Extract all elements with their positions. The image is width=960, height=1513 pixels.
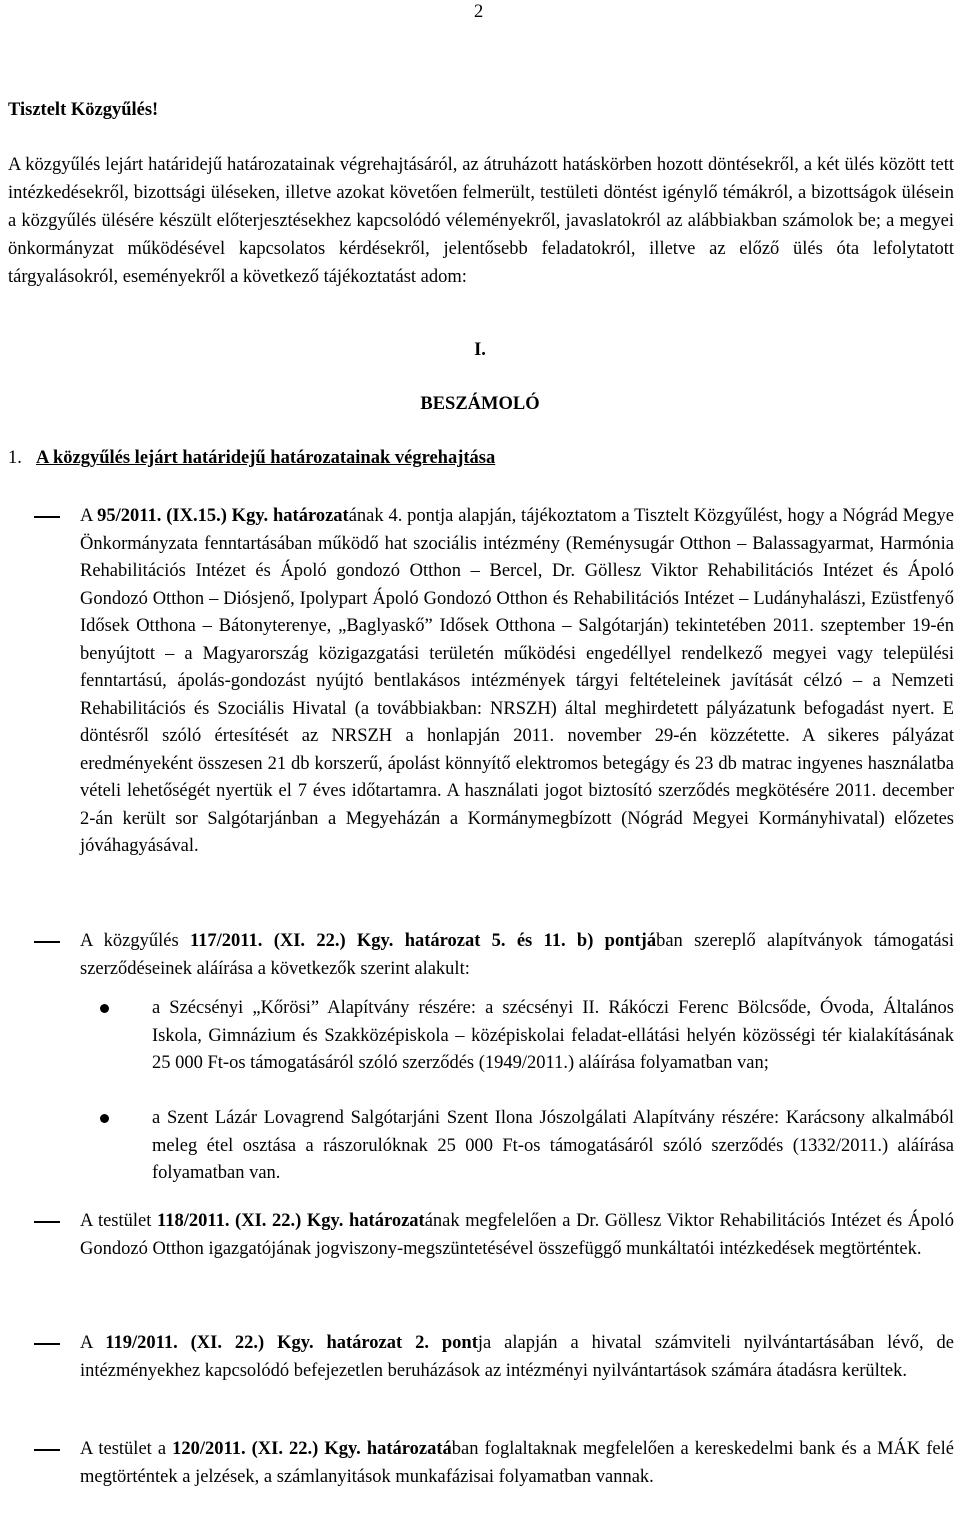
dash-marker xyxy=(34,1343,60,1345)
list-item: a Szent Lázár Lovagrend Salgótarjáni Szent Ilona Jószolgálati Alapítvány részére: Karácsony alkalmából meleg étel osztása a rászorulóknak 25 000 Ft-os támogatásáról szóló szerződés (1332/2011.) aláírása folyamatban van. xyxy=(108,1105,954,1188)
resolution-reference: 95/2011. (IX.15.) Kgy. határozat xyxy=(97,506,349,526)
section-title: A közgyűlés lejárt határidejű határozatainak végrehajtása xyxy=(36,448,496,468)
section-heading xyxy=(8,448,495,469)
dash-item-95-2011: A 95/2011. (IX.15.) Kgy. határozatának 4. pontja alapján, tájékoztatom a Tisztelt Közgyűlést, hogy a Nógrád Megye Önkormányzata fenntartásában működő hat szociális intézmény (Reménysugár Otthon – Balassagyarmat, Harmónia Rehabilitációs Intézet és Ápoló gondozó Otthon – Bercel, Dr. Göllesz Viktor Rehabilitációs Intézet és Ápoló Gondozó Otthon – Diósjenő, Ipolypart Ápoló Gondozó Otthon és Rehabilitációs Intézet – Ludányhalászi, Ezüstfenyő Idősek Otthona – Bátonyterenye, „Baglyaskő” Idősek Otthona – Salgótarján) tekintetében 2011. szeptember 19-én benyújtott – a Magyarország közigazgatási területén működési engedéllyel rendelkező megyei vagy települési fenntartású, ápolás-gondozást nyújtó bentlakásos intézmények tárgyi feltételeinek javítását célzó – a Nemzeti Rehabilitációs és Szociális Hivatal (a továbbiakban: NRSZH) által meghirdetett pályázatunk befogadást nyert. E döntésről szóló értesítését az NRSZH a honlapján 2011. november 29-én közzétette. A sikeres pályázat eredményeként összesen 21 db korszerű, ápolást könnyítő elektromos betegágy és 23 db matrac ingyenes használatba vételi lehetőségét nyertük el 7 éves időtartamra. A használati jogot biztosító szerződés megkötésére 2011. december 2-án került sor Salgótarjánban a Megyeházán a Kormánymegbízott (Nógrád Megyei Kormányhivatal) előzetes jóváhagyásával. xyxy=(34,503,954,861)
dash-item-120-2011: A testület a 120/2011. (XI. 22.) Kgy. határozatában foglaltaknak megfelelően a kereskedelmi bank és a MÁK felé megtörténtek a jelzések, a számlanyitások munkafázisai folyamatban vannak. xyxy=(34,1436,954,1491)
resolution-reference: 120/2011. (XI. 22.) Kgy. határozatá xyxy=(172,1439,452,1459)
bullet-marker xyxy=(100,1114,109,1123)
section-roman-numeral: I. xyxy=(474,340,486,360)
intro-paragraph: A közgyűlés lejárt határidejű határozatainak végrehajtásáról, az átruházott hatáskörben hozott döntésekről, a két ülés között tett intézkedésekről, bizottsági üléseken, illetve azokat követően felmerült, testületi döntést igénylő témákról, a bizottságok ülésein a közgyűlés ülésére készült előterjesztésekhez kapcsolódó véleményekről, javaslatokról az alábbiakban számolok be; a megyei önkormányzat működésével kapcsolatos kérdésekről, jelentősebb feladatokról, illetve az előző ülés óta lefolytatott tárgyalásokról, eseményekről a következő tájékoztatást adom: xyxy=(8,155,954,287)
page-number: 2 xyxy=(474,2,484,22)
resolution-reference: 119/2011. (XI. 22.) Kgy. határozat 2. pont xyxy=(105,1333,478,1353)
dash-item-117-2011: A közgyűlés 117/2011. (XI. 22.) Kgy. határozat 5. és 11. b) pontjában szereplő alapítványok támogatási szerződéseinek aláírása a következők szerint alakult: xyxy=(34,928,954,983)
resolution-reference: 117/2011. (XI. 22.) Kgy. határozat 5. és 11. b) pontjá xyxy=(189,931,657,951)
dash-item-118-2011: A testület 118/2011. (XI. 22.) Kgy. határozatának megfelelően a Dr. Göllesz Viktor Rehabilitációs Intézet és Ápoló Gondozó Otthon igazgatójának jogviszony-megszüntetésével összefüggő munkáltatói intézkedések megtörténtek. xyxy=(34,1208,954,1263)
list-item: a Szécsényi „Kőrösi” Alapítvány részére: a szécsényi II. Rákóczi Ferenc Bölcsőde, Óvoda, Általános Iskola, Gimnázium és Szakközépiskola – középiskolai feladat-ellátási helyén közösségi tér kialakításának 25 000 Ft-os támogatásáról szóló szerződés (1949/2011.) aláírása folyamatban van; xyxy=(108,995,954,1078)
dash-item-119-2011: A 119/2011. (XI. 22.) Kgy. határozat 2. pontja alapján a hivatal számviteli nyilvántartásában lévő, de intézményekhez kapcsolódó befejezetlen beruházások az intézményi nyilvántartások számára átadásra kerültek. xyxy=(34,1330,954,1385)
dash-marker xyxy=(34,516,60,518)
dash-marker xyxy=(34,941,60,943)
dash-marker xyxy=(34,1221,60,1223)
resolution-reference: 118/2011. (XI. 22.) Kgy. határozat xyxy=(156,1211,425,1231)
dash-marker xyxy=(34,1449,60,1451)
bullet-marker xyxy=(100,1004,109,1013)
section-number: 1. xyxy=(8,448,22,468)
report-title: BESZÁMOLÓ xyxy=(420,394,540,414)
salutation: Tisztelt Közgyűlés! xyxy=(8,100,159,120)
